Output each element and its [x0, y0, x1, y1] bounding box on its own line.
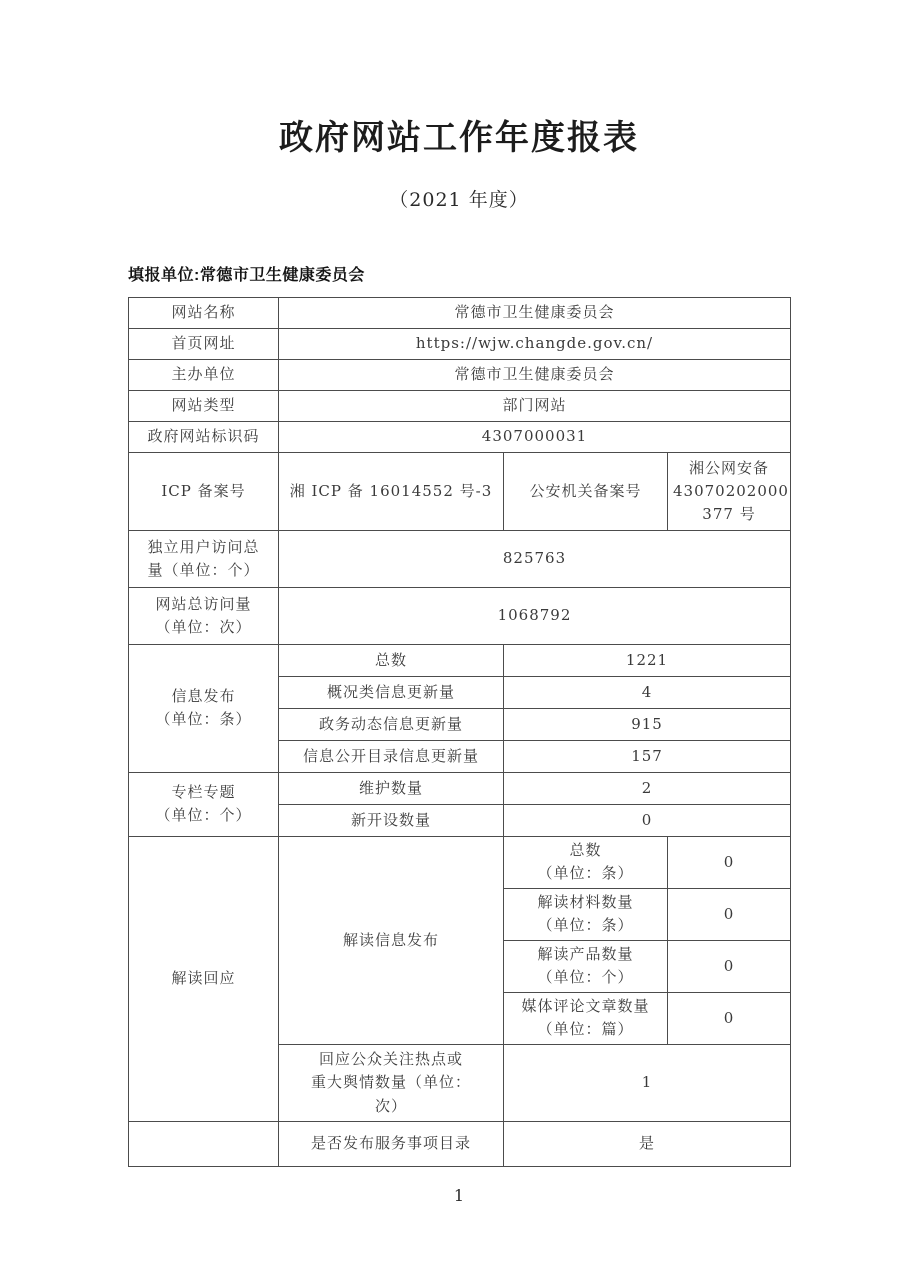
row-label-cell: 解读材料数量 （单位：条）	[504, 888, 668, 940]
row-value-cell: 4307000031	[279, 421, 791, 452]
table-row-icp	[129, 452, 791, 530]
table-row	[129, 297, 791, 328]
row-value-cell: 0	[668, 992, 791, 1044]
row-value-cell: 常德市卫生健康委员会	[279, 297, 791, 328]
interpretation-publish-cell: 解读信息发布	[279, 836, 504, 1044]
reporting-unit-line: 填报单位:常德市卫生健康委员会	[128, 267, 365, 285]
hotspot-value-cell: 1	[504, 1044, 791, 1121]
hotspot-label-cell: 回应公众关注热点或 重大舆情数量（单位： 次）	[279, 1044, 504, 1121]
icp-value-cell: 湘 ICP 备 16014552 号-3	[279, 452, 504, 530]
row-value-cell: 0	[668, 888, 791, 940]
row-value-cell: 157	[504, 740, 791, 772]
row-label-cell: 是否发布服务事项目录	[279, 1121, 504, 1166]
table-row	[129, 587, 791, 644]
row-label-cell: 政务动态信息更新量	[279, 708, 504, 740]
row-value-cell: 0	[668, 836, 791, 888]
row-value-cell: 825763	[279, 530, 791, 587]
special-columns-group-cell: 专栏专题 （单位：个）	[129, 772, 279, 836]
info-publish-group-cell: 信息发布 （单位：条）	[129, 644, 279, 772]
row-label-cell: 主办单位	[129, 359, 279, 390]
table-row	[129, 836, 791, 888]
row-label-cell: 维护数量	[279, 772, 504, 804]
row-value-cell: 是	[504, 1121, 791, 1166]
homepage-url-cell: https://wjw.changde.gov.cn/	[279, 328, 791, 359]
row-value-cell: 1221	[504, 644, 791, 676]
row-value-cell: 4	[504, 676, 791, 708]
row-value-cell: 常德市卫生健康委员会	[279, 359, 791, 390]
table-row	[129, 421, 791, 452]
police-value-cell: 湘公网安备 43070202000 377 号	[668, 452, 791, 530]
row-label-cell: 媒体评论文章数量 （单位：篇）	[504, 992, 668, 1044]
row-label-cell: 新开设数量	[279, 804, 504, 836]
row-value-cell: 915	[504, 708, 791, 740]
table-row	[129, 530, 791, 587]
row-value-cell: 2	[504, 772, 791, 804]
table-row	[129, 772, 791, 804]
table-row	[129, 1121, 791, 1166]
row-label-cell: 概况类信息更新量	[279, 676, 504, 708]
row-label-cell: 解读产品数量 （单位：个）	[504, 940, 668, 992]
row-label-cell: 信息公开目录信息更新量	[279, 740, 504, 772]
row-label-cell: 独立用户访问总 量（单位：个）	[129, 530, 279, 587]
row-label-cell: 网站总访问量 （单位：次）	[129, 587, 279, 644]
row-label-cell: 网站类型	[129, 390, 279, 421]
row-label-cell: 首页网址	[129, 328, 279, 359]
row-value-cell: 部门网站	[279, 390, 791, 421]
row-value-cell: 0	[668, 940, 791, 992]
table-row	[129, 328, 791, 359]
annual-report-table	[128, 297, 791, 1167]
row-label-cell: 总数 （单位：条）	[504, 836, 668, 888]
row-label-cell: 总数	[279, 644, 504, 676]
interpretation-group-cell: 解读回应	[129, 836, 279, 1121]
table-row	[129, 359, 791, 390]
table-row	[129, 390, 791, 421]
document-page	[128, 0, 790, 1167]
page-number: 1	[453, 1186, 465, 1205]
row-value-cell: 1068792	[279, 587, 791, 644]
icp-label-cell: ICP 备案号	[129, 452, 279, 530]
empty-corner-cell	[129, 1121, 279, 1166]
police-label-cell: 公安机关备案号	[504, 452, 668, 530]
page-subtitle: （2021 年度）	[389, 188, 529, 211]
page-title: 政府网站工作年度报表	[279, 119, 639, 157]
row-label-cell: 网站名称	[129, 297, 279, 328]
row-label-cell: 政府网站标识码	[129, 421, 279, 452]
row-value-cell: 0	[504, 804, 791, 836]
table-row	[129, 644, 791, 676]
